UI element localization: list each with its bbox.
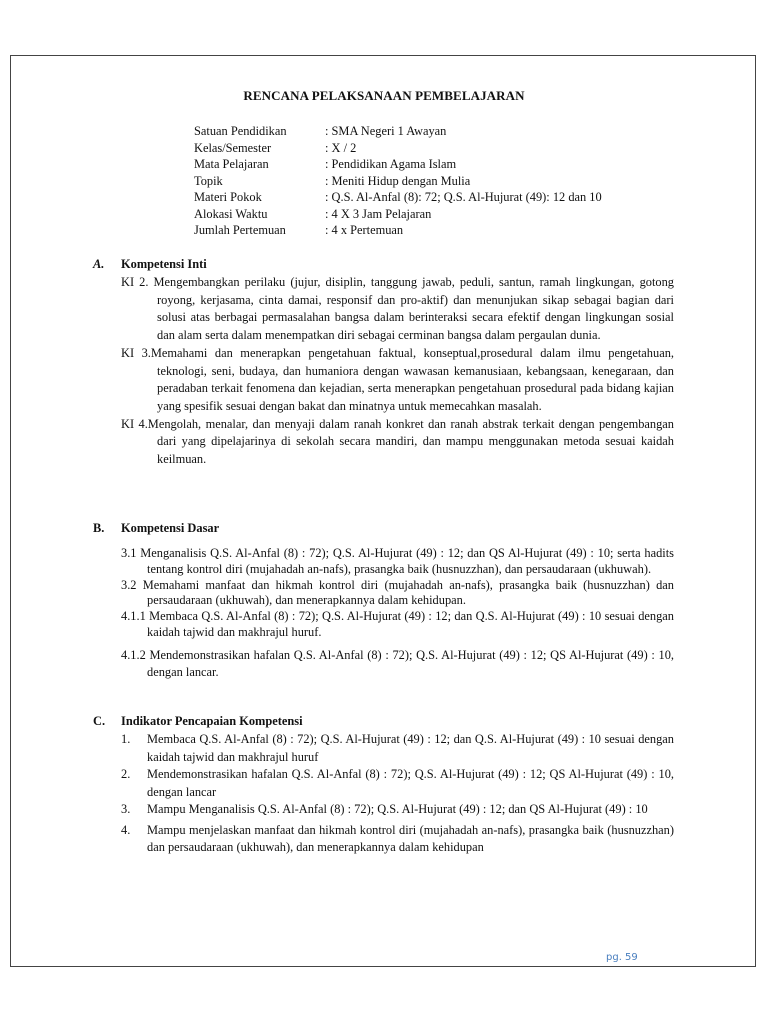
identity-label: Alokasi Waktu: [194, 206, 268, 221]
identity-value: : X / 2: [325, 140, 357, 155]
identity-row: [194, 173, 602, 190]
identity-label: Topik: [194, 173, 223, 188]
identity-row: [194, 123, 602, 140]
page-number: pg. 59: [606, 952, 638, 963]
item-number: 2.: [121, 767, 131, 781]
kd-item: 3.2 Memahami manfaat dan hikmah kontrol diri (mujahadah an-nafs), prasangka baik (husnuzzhan) dan persaudaraan (ukhuwah), dan menerapkannya dalam kehidupan.: [121, 577, 674, 608]
identity-label: Satuan Pendidikan: [194, 124, 287, 138]
item-text: Mampu menjelaskan manfaat dan hikmah kontrol diri (mujahadah an-nafs), prasangka baik (husnuzzhan) dan persaudaraan (ukhuwah), dan menerapkannya dalam kehidupan: [147, 822, 674, 854]
identity-label: Jumlah Pertemuan: [194, 223, 286, 237]
item-number: 4.: [121, 822, 131, 837]
identity-table: [194, 123, 602, 239]
identity-row: [194, 156, 602, 173]
identity-value: : Meniti Hidup dengan Mulia: [325, 173, 471, 188]
identity-value: : Q.S. Al-Anfal (8): 72; Q.S. Al-Hujurat (49): 12 dan 10: [325, 190, 602, 204]
document-title: RENCANA PELAKSANAAN PEMBELAJARAN: [243, 88, 525, 103]
section-title: Kompetensi Inti: [121, 257, 207, 271]
indikator-item: [121, 766, 674, 801]
identity-row: [194, 189, 602, 206]
identity-value: : 4 X 3 Jam Pelajaran: [325, 206, 432, 221]
section-title: Indikator Pencapaian Kompetensi: [121, 714, 303, 728]
ki-item: KI 3.Memahami dan menerapkan pengetahuan faktual, konseptual,prosedural dalam ilmu pengetahuan, teknologi, seni, budaya, dan humaniora dengan wawasan kemanusiaan, kebangsaan, kenegaraan, dan peradaban terkait fenomena dan kejadian, serta menerapkan pengetahuan prosedural pada bidang kajian yang spesifik sesuai dengan bakat dan minatnya untuk memecahkan masalah.: [121, 345, 674, 413]
section-letter: C.: [93, 714, 106, 728]
identity-value: : Pendidikan Agama Islam: [325, 157, 457, 171]
indikator-item: [121, 731, 674, 766]
identity-label: Materi Pokok: [194, 190, 262, 204]
indikator-item: [121, 822, 674, 857]
indikator-list: [121, 731, 674, 857]
item-number: 1.: [121, 732, 131, 746]
item-text: Mendemonstrasikan hafalan Q.S. Al-Anfal (8) : 72); Q.S. Al-Hujurat (49) : 12; QS Al-Hujurat (49) : 10, dengan lancar: [147, 767, 674, 799]
kompetensi-inti-list: [121, 274, 674, 469]
ki-item: KI 2. Mengembangkan perilaku (jujur, disiplin, tanggung jawab, peduli, santun, ramah lingkungan, gotong royong, kerjasama, cinta damai, responsif dan pro-aktif) dan menunjukan sikap sebagai bagian dari solusi atas berbagai permasalahan bangsa dalam berinteraksi secara efektif dengan lingkungan sosial dan alam serta dalam menempatkan diri sebagai cerminan bangsa dalam pergaulan dunia.: [121, 275, 674, 343]
identity-row: [194, 140, 602, 157]
item-text: Mampu Menganalisis Q.S. Al-Anfal (8) : 72); Q.S. Al-Hujurat (49) : 12; dan QS Al-Hujurat (49) : 10: [147, 802, 648, 816]
kd-item: 4.1.1 Membaca Q.S. Al-Anfal (8) : 72); Q.S. Al-Hujurat (49) : 12; dan Q.S. Al-Hujurat (49) : 10 sesuai dengan kaidah tajwid dan makhrajul huruf.: [121, 609, 674, 639]
identity-label: Mata Pelajaran: [194, 157, 269, 171]
section-letter: A.: [93, 257, 105, 271]
kd-item: 4.1.2 Mendemonstrasikan hafalan Q.S. Al-Anfal (8) : 72); Q.S. Al-Hujurat (49) : 12; QS Al-Hujurat (49) : 10, dengan lancar.: [121, 647, 674, 680]
identity-row: [194, 222, 602, 239]
identity-label: Kelas/Semester: [194, 140, 272, 155]
identity-row: [194, 206, 602, 223]
indikator-item: [121, 801, 674, 819]
kompetensi-dasar-list: [121, 546, 674, 682]
identity-value: : SMA Negeri 1 Awayan: [325, 124, 447, 138]
section-b-heading: [93, 521, 219, 536]
section-c-heading: [93, 714, 303, 729]
item-text: Membaca Q.S. Al-Anfal (8) : 72); Q.S. Al-Hujurat (49) : 12; dan Q.S. Al-Hujurat (49) : 10 sesuai dengan kaidah tajwid dan makhrajul huruf: [147, 732, 674, 764]
section-a-heading: [93, 257, 207, 272]
item-number: 3.: [121, 802, 131, 816]
section-title: Kompetensi Dasar: [121, 521, 220, 535]
identity-value: : 4 x Pertemuan: [325, 223, 404, 237]
kd-item: 3.1 Menganalisis Q.S. Al-Anfal (8) : 72); Q.S. Al-Hujurat (49) : 12; dan QS Al-Hujurat (49) : 10; serta hadits tentang kontrol diri (mujahadah an-nafs), prasangka baik (husnuzzhan), dan persaudaraan (ukhuwah).: [121, 546, 674, 576]
ki-item: KI 4.Mengolah, menalar, dan menyaji dalam ranah konkret dan ranah abstrak terkait dengan pengembangan dari yang dipelajarinya di sekolah secara mandiri, dan mampu menggunakan metoda sesuai kaidah keilmuan.: [121, 416, 674, 467]
section-letter: B.: [93, 521, 105, 535]
